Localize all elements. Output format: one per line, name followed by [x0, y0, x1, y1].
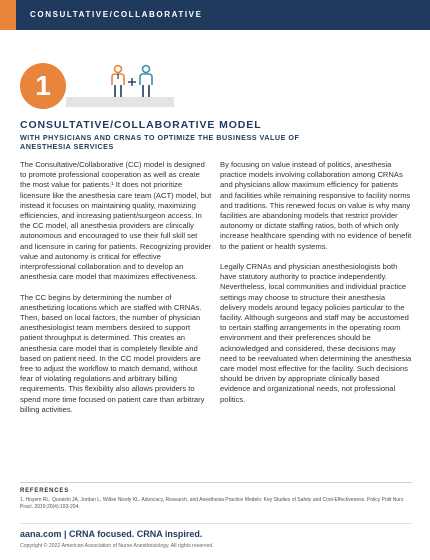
left-paragraph-1: The Consultative/Collaborative (CC) model is designed to promote professional cooperation as well as create the most value for patients.¹ It does not prioritize licensure like the anesthesia care team (ACT) model, but instead it focuses on maintaining quality, maximizing efficiencies, and increasing patient/surgeon access. In the CC model, all anesthesia providers are clinically autonomous and encouraged to use their full skill set and licensure in caring for patients. Recognizing provider value and autonomy is critical for effective interprofessional collaboration and to develop an anesthesia care model that maximizes effectiveness.	[20, 160, 212, 282]
right-paragraph-1: By focusing on value instead of politics, anesthesia practice models involving collaboration among CRNAs and physicians allow maximum efficiency for patients and facilities while remaining responsive to facility norms and traditions. This renewed focus on value is why many facilities are abandoning models that restrict provider autonomy or dictate staffing ratios, both of which only increase healthcare spending with no evidence of benefit to the patient or health systems.	[220, 160, 412, 251]
right-paragraph-2: Legally CRNAs and physician anesthesiologists both have statutory authority to practice independently. Nevertheless, local communities and individual practice settings may choose to structure their anesthesia delivery models around legacy policies particular to the facility. Although surgeons and staff may be accustomed to certain staffing arrangements in the operating room environment and their preferences should be acknowledged and considered, these decisions may need to be reevaluated when determining the anesthesia care model most effective for the facility. Such decisions should be driven by appropriate clinically based evidence and organizational needs, not professional politics.	[220, 262, 412, 404]
header-accent-tab	[0, 0, 16, 30]
header-label: CONSULTATIVE/COLLABORATIVE	[30, 10, 203, 19]
reference-item: 1. Hoyem RL, Quraishi JA, Jordan L, Wiltse Nicely KL. Advocacy, Research, and Anesthesia Practice Models: Key Studies of Safety and Cost-Effectiveness. Policy Polit Nurs Pract. 2019;20(4):193-204.	[20, 497, 404, 510]
page-subtitle: WITH PHYSICIANS AND CRNAS TO OPTIMIZE THE BUSINESS VALUE OF ANESTHESIA SERVICES	[20, 133, 300, 151]
copyright-notice: Copyright © 2022 American Association of Nurse Anesthesiology. All rights reserved.	[20, 543, 214, 549]
footer-divider	[20, 523, 412, 524]
footer-tagline[interactable]: aana.com | CRNA focused. CRNA inspired.	[20, 529, 203, 539]
two-people-plus-icon	[108, 63, 156, 101]
left-column	[20, 160, 212, 425]
section-number-badge: 1	[20, 63, 66, 109]
references-divider	[20, 482, 412, 483]
page-title: CONSULTATIVE/COLLABORATIVE MODEL	[20, 119, 262, 131]
header-bar	[0, 0, 430, 30]
left-paragraph-2: The CC begins by determining the number of anesthetizing locations which are staffed with CRNAs. Then, based on local factors, the number of physician anesthesiologist team members desired to support patient throughput is determined. This creates an anesthesia care model that is completely flexible and based on patient need. In the CC model providers are free to adjust the workflow to match demand, without fear of violating regulations and arbitrary billing requirements. This flexibility also allows providers to spend more time focused on patient care than arbitrary billing activities.	[20, 292, 205, 414]
right-column	[220, 160, 412, 415]
references-heading: REFERENCES	[20, 488, 70, 494]
